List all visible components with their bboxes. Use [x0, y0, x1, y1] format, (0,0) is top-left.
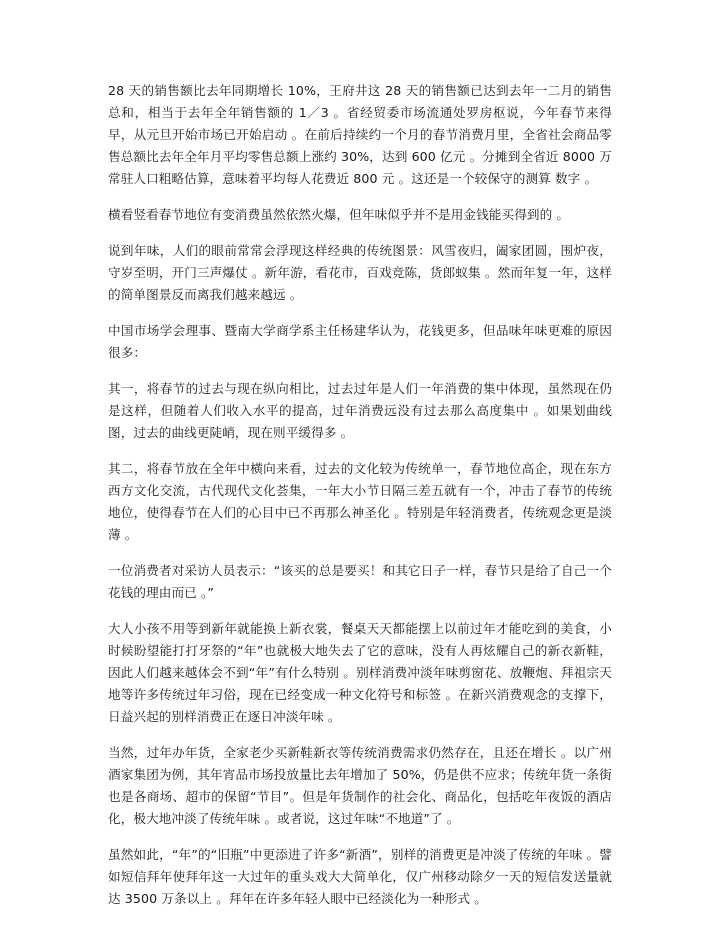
paragraph-6: 其二，将春节放在全年中横向来看，过去的文化较为传统单一，春节地位高企，现在东方西方文化交流，古代现代文化荟集，一年大小节日隔三差五就有一个，冲击了春节的传统地位，使得春节在人们的心目中已不再那么神圣化 。特别是年轻消费者，传统观念更是淡薄 。 [108, 461, 612, 542]
paragraph-2: 横看竖看春节地位有变消费虽然依然火爆，但年味似乎并不是用金钱能买得到的 。 [108, 207, 570, 222]
paragraph-10: 虽然如此，“年”的“旧瓶”中更添进了许多“新酒”，别样的消费更是冲淡了传统的年味 。譬如短信拜年使拜年这一大过年的重头戏大大简单化，仅广州移动除夕一天的短信发送量就达 3500 万条以上 。拜年在许多年轻人眼中已经淡化为一种形式 。 [108, 847, 612, 906]
paragraph-7: 一位消费者对采访人员表示：“该买的总是要买！和其它日子一样，春节只是给了自己一个花钱的理由而已 。” [108, 563, 612, 600]
paragraph-1: 28 天的销售额比去年同期增长 10%，王府井这 28 天的销售额已达到去年一二月的销售总和，相当于去年全年销售额的 1／3 。省经贸委市场流通处罗房枢说，今年春节来得早，从元旦开始市场已开始启动 。在前后持续约一个月的春节消费月里，全省社会商品零售总额比去年全年月平均零售总额上涨约 30%，达到 600 亿元 。分摊到全省近 8000 万常驻人口粗略估算，意味着平均每人花费近 800 元 。这还是一个较保守的测算 数字 。 [108, 83, 612, 186]
paragraph-5: 其一，将春节的过去与现在纵向相比，过去过年是人们一年消费的集中体现，虽然现在仍是这样，但随着人们收入水平的提高，过年消费远没有过去那么高度集中 。如果划曲线图，过去的曲线更陡峭，现在则平缓得多 。 [108, 381, 612, 440]
paragraph-4: 中国市场学会理事、暨南大学商学系主任杨建华认为，花钱更多，但品味年味更难的原因很多： [108, 323, 612, 360]
paragraph-9: 当然，过年办年货，全家老少买新鞋新衣等传统消费需求仍然存在，且还在增长 。以广州酒家集团为例，其年宵品市场投放量比去年增加了 50%，仍是供不应求；传统年货一条街也是各商场、超市的保留“节目”。但是年货制作的社会化、商品化，包括吃年夜饭的酒店化，极大地冲淡了传统年味 。或者说，这过年味“不地道”了 。 [108, 745, 612, 826]
document-body [108, 80, 612, 924]
paragraph-3: 说到年味，人们的眼前常常会浮现这样经典的传统图景：风雪夜归，阖家团圆，围炉夜，守岁至明，开门三声爆仗 。新年游，看花市，百戏竞陈，货郎蚁集 。然而年复一年，这样的简单图景反而离我们越来越远 。 [108, 243, 612, 302]
paragraph-8: 大人小孩不用等到新年就能换上新衣裳，餐桌天天都能摆上以前过年才能吃到的美食，小时候盼望能打打牙祭的“年”也就极大地失去了它的意味，没有人再炫耀自己的新衣新鞋，因此人们越来越体会不到“年”有什么特别 。别样消费冲淡年味剪窗花、放鞭炮、拜祖宗天地等许多传统过年习俗，现在已经变成一种文化符号和标签 。在新兴消费观念的支撑下，日益兴起的别样消费正在逐日冲淡年味 。 [108, 621, 612, 724]
